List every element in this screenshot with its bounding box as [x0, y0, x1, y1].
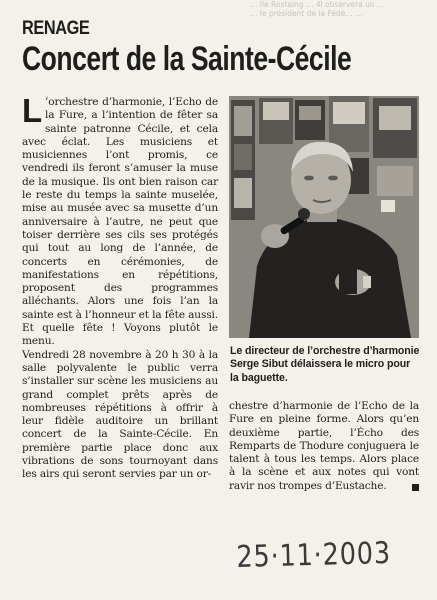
end-of-article-mark: [412, 484, 419, 491]
article-continuation: chestre d’harmonie de l’Echo de la Fure en pleine forme. Alors qu’en deuxième partie, l’Écho des Remparts de Thodure conjuguera le talent à tous les temps. Alors place à la scène et aux notes qui vont ravir nos trompes d’Eustache.: [229, 400, 419, 492]
article-intro: ’orchestre d’harmonie, l’Echo de la Fure, a l’intention de fêter sa sainte patronne Cécile, et cela avec éclat. Les musiciens et musiciennes l’ont promis, ce vendredi ils feront s’amuser la muse de la musique. Ils ont bien raison car le reste du temps la sainte muselée, mise au musée avec sa musette d’un anniversaire à l’autre, ne peut que toiser derrière ses cils ses protégés qui tout au long de l’année, de concerts en cérémonies, de manifestations en répétitions, proposent des programmes alléchants. Alors une fois l’an la sainte est à l’honneur et la fête aussi. Et quelle fête ! Voyons plutôt le menu.: [22, 96, 218, 348]
photo-caption: Le directeur de l’orchestre d’harmonie Serge Sibut délaissera le micro pour la baguette.: [230, 345, 420, 384]
handwritten-date: 25·11·2003: [236, 535, 392, 575]
article-paragraph-2: Vendredi 28 novembre à 20 h 30 à la salle polyvalente le public verra s’installer sur scène les musiciens au grand complet prêts après de nombreuses répétitions à offrir à leur fidèle auditoire un brillant concert de la Sainte-Cécile. En première partie place donc aux vibrations de sons tournoyant dans les airs qui seront servies par un or-: [22, 348, 218, 481]
drop-cap: L: [22, 92, 43, 129]
article-column-right: [229, 400, 419, 493]
reverse-side-bleed-through: … lle Rostaing … 4l observera un … … le président de la Fédé… …: [250, 0, 385, 18]
article-photo: [229, 96, 419, 338]
article-headline: Concert de la Sainte-Cécile: [22, 40, 352, 78]
section-kicker: RENAGE: [22, 18, 90, 39]
conductor-photo-illustration: [229, 96, 419, 338]
article-column-left: [22, 92, 218, 482]
